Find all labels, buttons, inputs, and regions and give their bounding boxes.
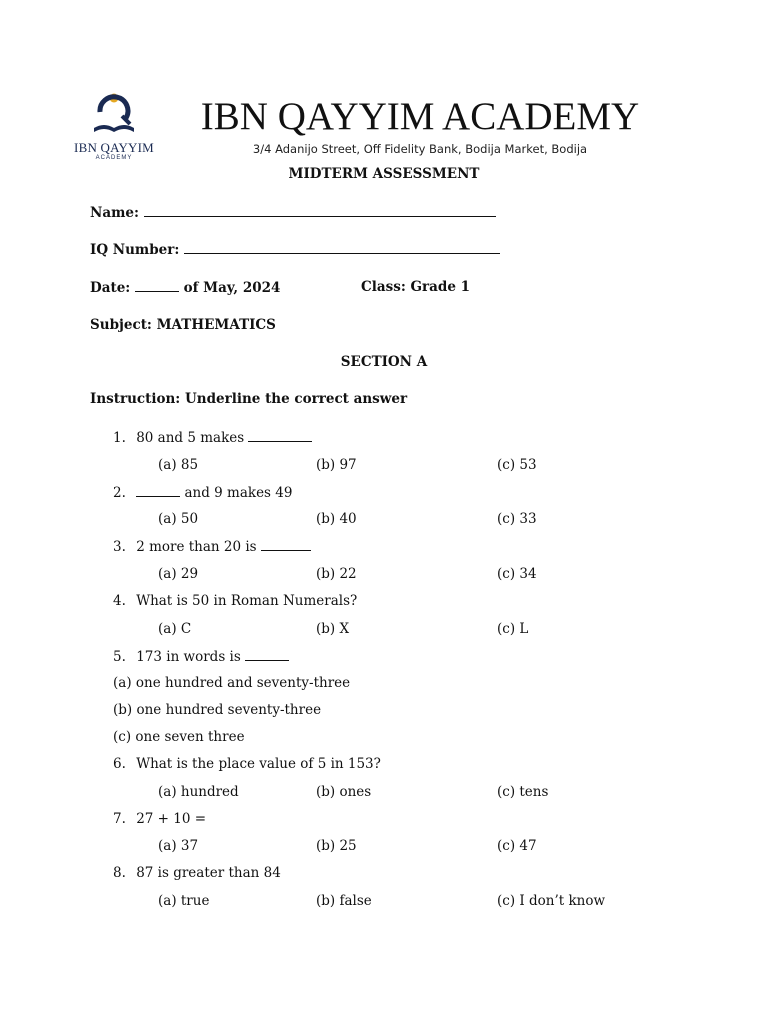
option-c[interactable]: (c) L	[497, 621, 529, 637]
question-number: 5.	[113, 649, 126, 665]
option-b[interactable]: (b) one hundred seventy-three	[113, 702, 322, 718]
question-text: What is the place value of 5 in 153?	[136, 756, 381, 772]
question-text: 27 + 10 =	[136, 811, 207, 827]
question-6	[113, 755, 381, 773]
question-1	[113, 428, 312, 447]
question-5	[113, 647, 289, 666]
question-text: 173 in words is	[136, 649, 241, 665]
date-blank[interactable]	[135, 278, 179, 292]
option-c[interactable]: (c) one seven three	[113, 729, 245, 745]
iq-number-label: IQ Number:	[90, 242, 180, 258]
option-a[interactable]: (a) 85	[158, 457, 199, 473]
option-b[interactable]: (b) ones	[316, 784, 372, 800]
question-7	[113, 810, 206, 828]
answer-blank	[136, 483, 180, 497]
question-number: 2.	[113, 485, 126, 501]
subject-label: Subject: MATHEMATICS	[90, 317, 276, 333]
name-blank[interactable]	[144, 203, 496, 217]
question-4	[113, 592, 357, 610]
option-a[interactable]: (a) hundred	[158, 784, 239, 800]
option-c[interactable]: (c) I don’t know	[497, 893, 606, 909]
school-logo	[72, 92, 156, 164]
logo-subtext: ACADEMY	[95, 155, 133, 161]
question-number: 8.	[113, 865, 126, 881]
question-number: 1.	[113, 430, 126, 446]
answer-blank	[245, 647, 289, 661]
option-b[interactable]: (b) 25	[316, 838, 357, 854]
option-a[interactable]: (a) 37	[158, 838, 199, 854]
option-b[interactable]: (b) 97	[316, 457, 357, 473]
option-b[interactable]: (b) 40	[316, 511, 357, 527]
name-label: Name:	[90, 205, 139, 221]
class-label: Class: Grade 1	[361, 279, 471, 295]
option-b[interactable]: (b) 22	[316, 566, 357, 582]
logo-text: IBN QAYYIM	[74, 140, 154, 155]
option-c[interactable]: (c) 53	[497, 457, 537, 473]
option-b[interactable]: (b) X	[316, 621, 350, 637]
question-text: and 9 makes 49	[184, 485, 293, 501]
option-a[interactable]: (a) one hundred and seventy-three	[113, 675, 351, 691]
school-address: 3/4 Adanijo Street, Off Fidelity Bank, Bodija Market, Bodija	[252, 142, 588, 156]
option-b[interactable]: (b) false	[316, 893, 372, 909]
iq-number-field	[90, 240, 500, 259]
question-text: 2 more than 20 is	[136, 539, 257, 555]
answer-blank	[261, 537, 311, 551]
exam-title: MIDTERM ASSESSMENT	[288, 166, 480, 182]
answer-blank	[248, 428, 312, 442]
question-text: 87 is greater than 84	[136, 865, 281, 881]
option-c[interactable]: (c) 34	[497, 566, 537, 582]
option-a[interactable]: (a) 29	[158, 566, 199, 582]
logo-emblem-icon	[86, 92, 142, 138]
option-a[interactable]: (a) true	[158, 893, 210, 909]
school-name: IBN QAYYIM ACADEMY	[200, 95, 640, 138]
iq-number-blank[interactable]	[184, 240, 500, 254]
date-field	[90, 278, 280, 297]
question-number: 7.	[113, 811, 126, 827]
option-c[interactable]: (c) 33	[497, 511, 537, 527]
option-a[interactable]: (a) C	[158, 621, 192, 637]
instruction: Instruction: Underline the correct answer	[90, 391, 408, 407]
option-a[interactable]: (a) 50	[158, 511, 199, 527]
section-title: SECTION A	[340, 354, 428, 370]
question-2	[113, 483, 292, 502]
date-label: Date:	[90, 280, 131, 296]
question-number: 6.	[113, 756, 126, 772]
question-text: 80 and 5 makes	[136, 430, 245, 446]
name-field	[90, 203, 496, 222]
question-8	[113, 864, 281, 882]
question-3	[113, 537, 311, 556]
option-c[interactable]: (c) 47	[497, 838, 537, 854]
question-text: What is 50 in Roman Numerals?	[136, 593, 358, 609]
question-number: 4.	[113, 593, 126, 609]
question-number: 3.	[113, 539, 126, 555]
option-c[interactable]: (c) tens	[497, 784, 549, 800]
date-suffix: of May, 2024	[183, 280, 281, 296]
